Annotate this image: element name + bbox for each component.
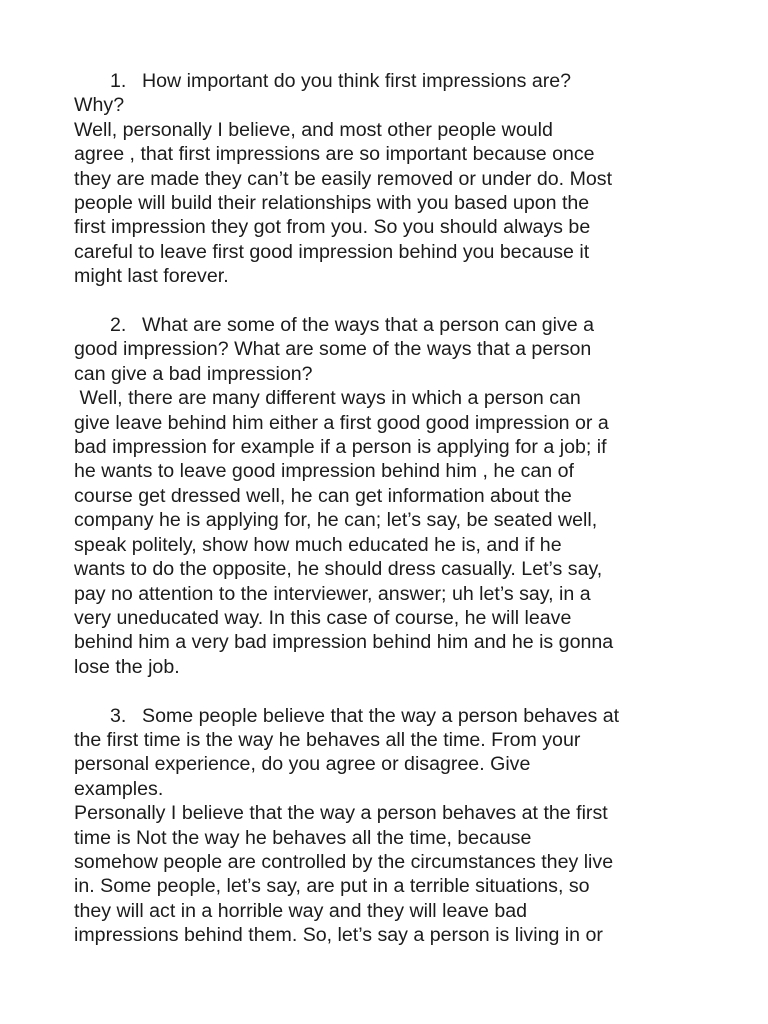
- answer-1-line-2: agree , that first impressions are so important because once: [74, 143, 595, 166]
- answer-1-line-3: they are made they can’t be easily removed or under do. Most: [74, 167, 613, 190]
- answer-3: [74, 801, 708, 947]
- question-3-number: 3.: [110, 704, 127, 727]
- answer-2: [74, 386, 708, 679]
- qa-item-2: [74, 313, 708, 679]
- question-1-line-1-text: How important do you think first impressions are?: [142, 70, 572, 92]
- answer-3-line-1: Personally I believe that the way a person behaves at the first: [74, 802, 608, 825]
- question-3-line-2: the first time is the way he behaves all the time. From your: [74, 728, 581, 751]
- question-1-number: 1.: [110, 70, 127, 92]
- question-2-number: 2.: [110, 314, 127, 337]
- answer-2-line-10: very uneducated way. In this case of course, he will leave: [74, 606, 572, 629]
- answer-1-line-7: might last forever.: [74, 265, 229, 288]
- answer-3-line-2: time is Not the way he behaves all the time, because: [74, 826, 532, 849]
- question-2: [74, 313, 708, 386]
- answer-1-line-1: Well, personally I believe, and most other people would: [74, 118, 553, 141]
- answer-2-line-6: company he is applying for, he can; let’s say, be seated well,: [74, 509, 598, 532]
- answer-2-line-2: give leave behind him either a first good good impression or a: [74, 411, 609, 434]
- question-1-line-2: Why?: [74, 94, 125, 117]
- answer-3-line-4: in. Some people, let’s say, are put in a terrible situations, so: [74, 875, 590, 898]
- answer-2-line-1: Well, there are many different ways in which a person can: [74, 387, 581, 410]
- question-2-line-3: can give a bad impression?: [74, 362, 313, 385]
- question-1-line-1: [74, 69, 708, 93]
- answer-2-line-11: behind him a very bad impression behind him and he is gonna: [74, 631, 614, 654]
- answer-1: [74, 118, 708, 289]
- question-2-line-1-text: What are some of the ways that a person can give a: [142, 314, 594, 337]
- answer-1-line-6: careful to leave first good impression behind you because it: [74, 240, 590, 263]
- answer-2-line-4: he wants to leave good impression behind him , he can of: [74, 460, 574, 483]
- question-3-line-1-text: Some people believe that the way a person behaves at: [142, 704, 620, 727]
- answer-2-line-8: wants to do the opposite, he should dress casually. Let’s say,: [74, 558, 603, 581]
- qa-item-3: [74, 704, 708, 948]
- question-3-line-1: [74, 704, 708, 728]
- answer-2-line-12: lose the job.: [74, 655, 180, 678]
- answer-2-line-3: bad impression for example if a person is applying for a job; if: [74, 436, 607, 459]
- question-1: [74, 69, 708, 118]
- answer-2-line-7: speak politely, show how much educated he is, and if he: [74, 533, 562, 556]
- answer-2-line-5: course get dressed well, he can get information about the: [74, 484, 572, 507]
- question-3-line-4: examples.: [74, 777, 164, 800]
- answer-3-line-3: somehow people are controlled by the circumstances they live: [74, 850, 614, 873]
- answer-3-line-5: they will act in a horrible way and they will leave bad: [74, 899, 528, 922]
- qa-item-1: [74, 69, 708, 289]
- answer-1-line-5: first impression they got from you. So you should always be: [74, 216, 591, 239]
- question-3-line-3: personal experience, do you agree or disagree. Give: [74, 753, 531, 776]
- answer-2-line-9: pay no attention to the interviewer, answer; uh let’s say, in a: [74, 582, 591, 605]
- answer-1-line-4: people will build their relationships with you based upon the: [74, 192, 590, 215]
- answer-3-line-6: impressions behind them. So, let’s say a person is living in or: [74, 924, 603, 947]
- question-3: [74, 704, 708, 802]
- question-2-line-2: good impression? What are some of the ways that a person: [74, 338, 592, 361]
- question-2-line-1: [74, 313, 708, 337]
